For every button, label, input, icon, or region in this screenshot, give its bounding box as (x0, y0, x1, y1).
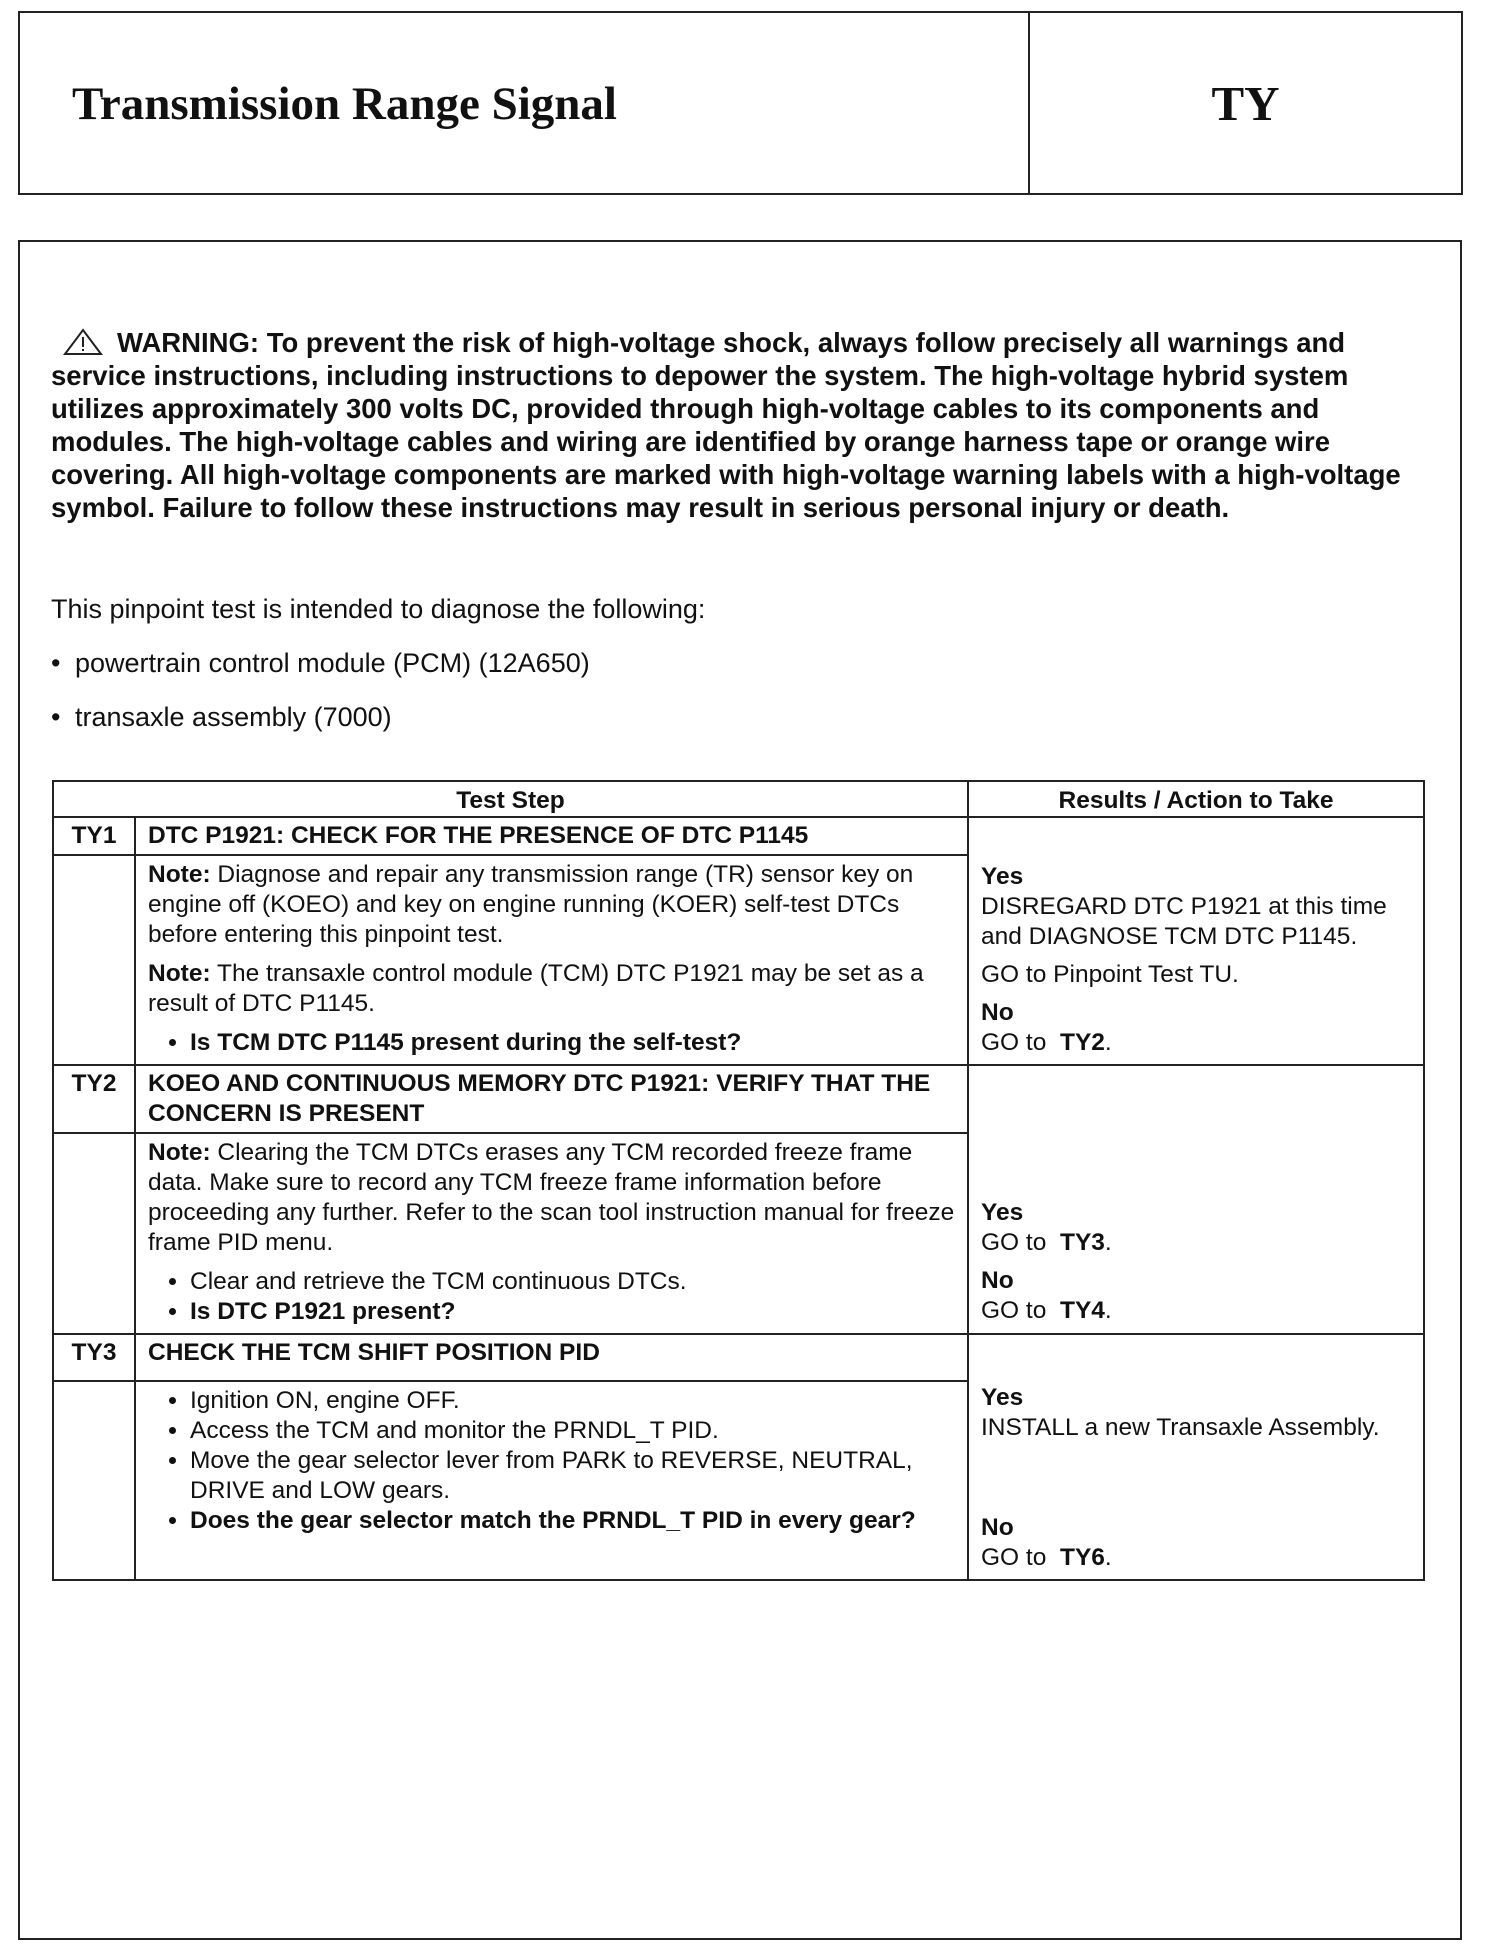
list-item: • transaxle assembly (7000) (51, 702, 392, 732)
step-id: TY2 (53, 1065, 135, 1133)
step-note: Note: Clearing the TCM DTCs erases any TCM recorded freeze frame data. Make sure to record any TCM freeze frame information before proceeding any further. Refer to the scan tool instruction manual for freeze frame PID menu. (148, 1139, 955, 1256)
col-results: Results / Action to Take (968, 781, 1424, 817)
no-go: GO to TY6. (981, 1544, 1112, 1571)
intro-text: This pinpoint test is intended to diagnose the following: (51, 594, 706, 624)
yes-target: TY3 (1059, 1229, 1105, 1256)
content-panel (18, 240, 1462, 1940)
yes-label: Yes (981, 863, 1024, 890)
step-bullets (148, 1267, 955, 1327)
warning-triangle-icon (63, 328, 103, 356)
step-title: CHECK THE TCM SHIFT POSITION PID (135, 1334, 968, 1381)
no-go: GO to TY4. (981, 1297, 1112, 1324)
no-target: TY4 (1059, 1297, 1105, 1324)
step-body (135, 1381, 968, 1580)
no-label: No (981, 999, 1014, 1026)
test-step-table (52, 780, 1425, 1581)
table-row (53, 817, 1424, 855)
step-bullets (148, 1028, 955, 1058)
warning-label: WARNING: (117, 327, 260, 358)
table-row (53, 1334, 1424, 1381)
warning-text: To prevent the risk of high-voltage shock, always follow precisely all warnings and service instructions, including instructions to depower the system. The high-voltage hybrid system utilizes approximately 300 volts DC, provided through high-voltage cables to its components and modules. The high-voltage cables and wiring are identified by orange harness tape or orange wire covering. All high-voltage components are marked with high-voltage warning labels with a high-voltage symbol. Failure to follow these instructions may result in serious personal injury or death. (51, 327, 1401, 523)
component-pcm: powertrain control module (PCM) (12A650) (75, 648, 590, 678)
step-bullet: • Ignition ON, engine OFF. (190, 1386, 955, 1416)
yes-go: GO to TY3. (981, 1229, 1112, 1256)
warning-block (51, 326, 1436, 524)
step-results (968, 1065, 1424, 1334)
step-question: • Is TCM DTC P1145 present during the self-test? (190, 1028, 955, 1058)
step-body (135, 855, 968, 1065)
step-bullet: • Access the TCM and monitor the PRNDL_T PID. (190, 1416, 955, 1446)
step-results (968, 1334, 1424, 1580)
yes-label: Yes (981, 1384, 1024, 1411)
step-question: • Does the gear selector match the PRNDL_T PID in every gear? (190, 1506, 955, 1536)
step-bullet: • Clear and retrieve the TCM continuous DTCs. (190, 1267, 955, 1297)
step-id: TY3 (53, 1334, 135, 1381)
no-go: GO to TY2. (981, 1029, 1112, 1056)
page-title: Transmission Range Signal (20, 13, 1030, 193)
step-title: KOEO AND CONTINUOUS MEMORY DTC P1921: VERIFY THAT THE CONCERN IS PRESENT (135, 1065, 968, 1133)
yes-go: GO to Pinpoint Test TU. (981, 961, 1239, 988)
yes-action: INSTALL a new Transaxle Assembly. (981, 1414, 1380, 1441)
no-target: TY6 (1059, 1544, 1105, 1571)
step-bullet: • Move the gear selector lever from PARK to REVERSE, NEUTRAL, DRIVE and LOW gears. (190, 1446, 955, 1506)
table-row (53, 1065, 1424, 1133)
step-id: TY1 (53, 817, 135, 855)
page-header (18, 11, 1463, 195)
step-title: DTC P1921: CHECK FOR THE PRESENCE OF DTC P1145 (135, 817, 968, 855)
section-code: TY (1211, 75, 1280, 131)
col-test-step: Test Step (53, 781, 968, 817)
step-question: • Is DTC P1921 present? (190, 1297, 955, 1327)
step-note: Note: The transaxle control module (TCM) DTC P1921 may be set as a result of DTC P1145. (148, 960, 924, 1017)
no-target: TY2 (1059, 1029, 1105, 1056)
table-header-row (53, 781, 1424, 817)
step-body (135, 1133, 968, 1334)
no-label: No (981, 1514, 1014, 1541)
component-transaxle: transaxle assembly (7000) (75, 702, 392, 732)
yes-action: DISREGARD DTC P1921 at this time and DIAGNOSE TCM DTC P1145. (981, 893, 1387, 950)
yes-label: Yes (981, 1199, 1024, 1226)
step-bullets (148, 1386, 955, 1536)
step-note: Note: Diagnose and repair any transmission range (TR) sensor key on engine off (KOEO) and key on engine running (KOER) self-test DTCs before entering this pinpoint test. (148, 861, 914, 948)
list-item: • powertrain control module (PCM) (12A650) (51, 648, 590, 678)
no-label: No (981, 1267, 1014, 1294)
step-results (968, 817, 1424, 1065)
